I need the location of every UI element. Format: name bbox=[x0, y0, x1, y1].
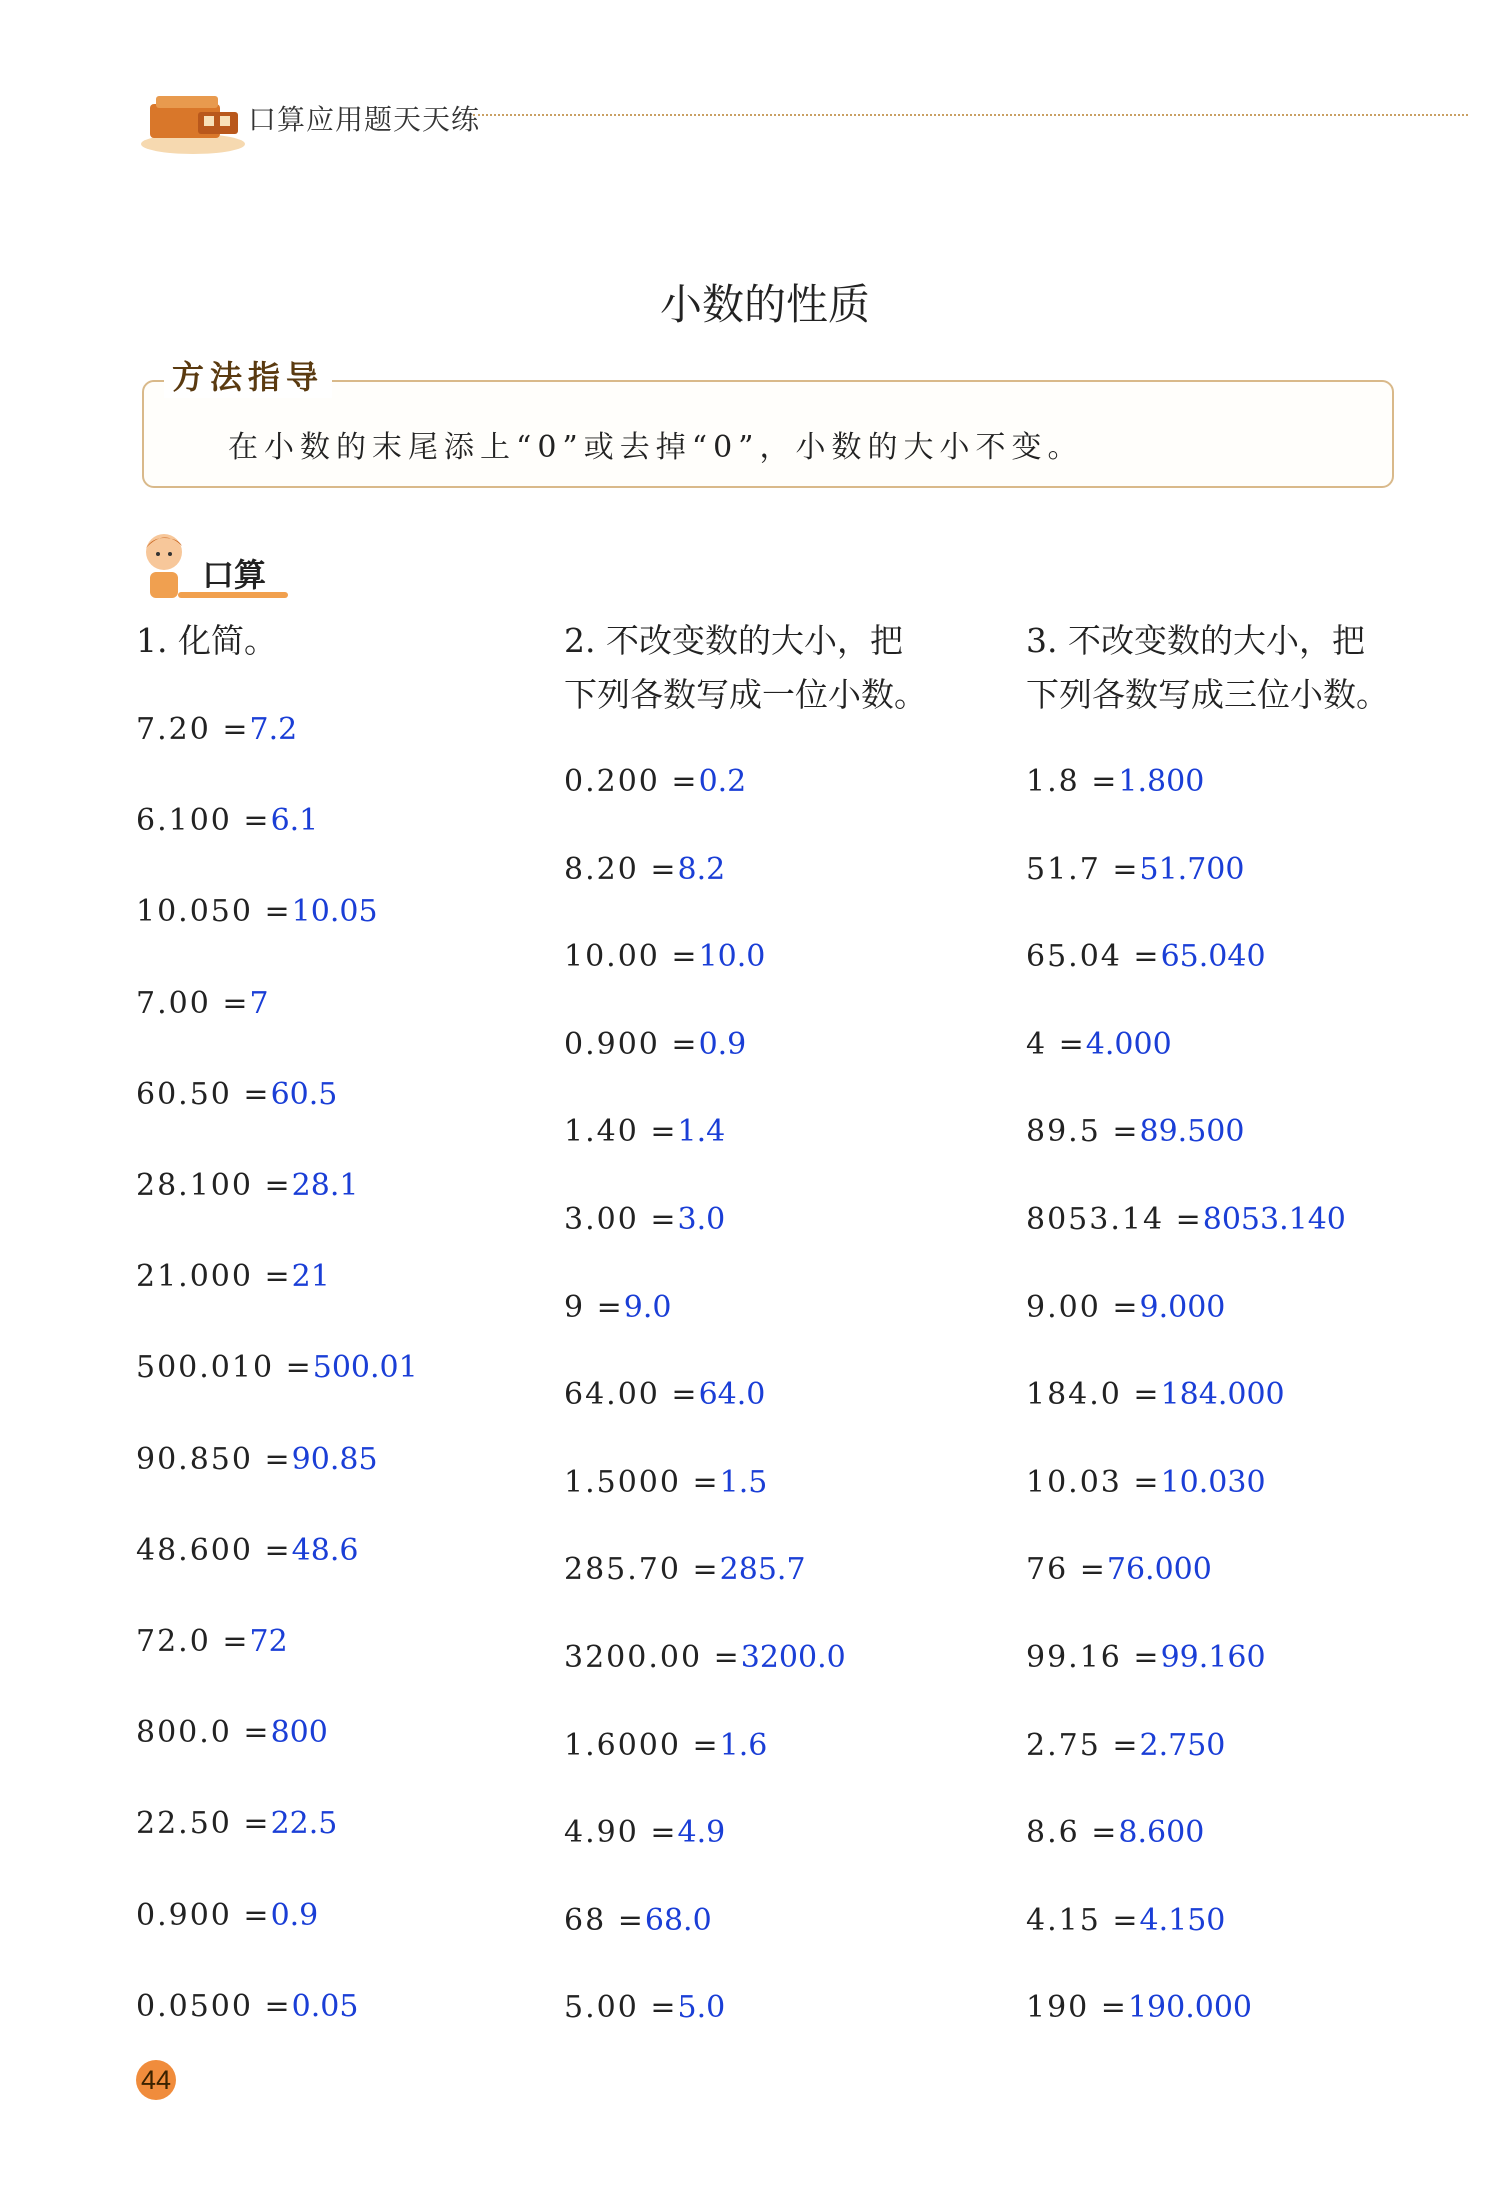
equation-question: 3200.00 = bbox=[564, 1640, 741, 1675]
equation-row bbox=[564, 764, 746, 799]
equation-answer: 4.150 bbox=[1139, 1902, 1226, 1938]
equation-row bbox=[136, 1442, 378, 1477]
header-divider bbox=[473, 114, 1468, 116]
equation-answer: 7.2 bbox=[249, 712, 298, 747]
equation-row bbox=[564, 852, 725, 887]
equation-question: 6.100 = bbox=[136, 803, 271, 839]
equation-answer: 8053.140 bbox=[1202, 1202, 1346, 1237]
equation-question: 184.0 = bbox=[1026, 1377, 1161, 1413]
equation-row bbox=[564, 1728, 767, 1763]
equation-question: 7.00 = bbox=[136, 985, 250, 1021]
equation-answer: 1.800 bbox=[1118, 764, 1205, 799]
equation-answer: 0.2 bbox=[698, 764, 747, 799]
equation-answer: 90.85 bbox=[291, 1441, 378, 1477]
col3-heading-line2: 下列各数写成三位小数。 bbox=[1026, 675, 1389, 714]
equation-question: 9.00 = bbox=[1026, 1289, 1140, 1325]
equation-row bbox=[564, 1377, 765, 1412]
equation-row bbox=[564, 1114, 725, 1149]
equation-question: 68 = bbox=[564, 1902, 645, 1938]
equation-question: 60.50 = bbox=[136, 1076, 271, 1112]
equation-answer: 60.5 bbox=[270, 1076, 338, 1112]
col1-heading bbox=[136, 614, 536, 668]
equation-question: 500.010 = bbox=[136, 1350, 313, 1386]
equation-row bbox=[136, 1259, 330, 1294]
equation-answer: 9.000 bbox=[1139, 1289, 1226, 1325]
equation-row bbox=[564, 1640, 846, 1675]
equation-question: 64.00 = bbox=[564, 1377, 699, 1413]
equation-row bbox=[136, 1806, 337, 1841]
equation-answer: 0.05 bbox=[291, 1988, 359, 2024]
col2-heading-line1: 2. 不改变数的大小，把 bbox=[564, 621, 903, 660]
equation-row bbox=[564, 1290, 671, 1325]
equation-question: 2.75 = bbox=[1026, 1727, 1140, 1763]
equation-question: 0.0500 = bbox=[136, 1988, 292, 2024]
equation-question: 76 = bbox=[1026, 1552, 1107, 1588]
equation-row bbox=[1026, 1903, 1225, 1938]
equation-row bbox=[136, 1077, 337, 1112]
equation-question: 28.100 = bbox=[136, 1168, 292, 1203]
equation-answer: 8.600 bbox=[1118, 1815, 1205, 1851]
equation-question: 0.900 = bbox=[136, 1897, 271, 1933]
equation-answer: 10.0 bbox=[698, 939, 766, 975]
equation-row bbox=[564, 1990, 725, 2025]
equation-answer: 64.0 bbox=[698, 1377, 766, 1413]
method-guide-box bbox=[142, 358, 1394, 488]
method-guide-text: 在小数的末尾添上“0”或去掉“0”，小数的大小不变。 bbox=[228, 430, 1084, 465]
equation-question: 65.04 = bbox=[1026, 939, 1161, 975]
equation-question: 1.40 = bbox=[564, 1114, 678, 1150]
equation-question: 0.200 = bbox=[564, 764, 699, 799]
equation-question: 800.0 = bbox=[136, 1715, 271, 1751]
equation-row bbox=[564, 1202, 725, 1237]
equation-question: 3.00 = bbox=[564, 1202, 678, 1237]
equation-answer: 184.000 bbox=[1160, 1377, 1285, 1413]
equation-question: 90.850 = bbox=[136, 1441, 292, 1477]
equation-question: 285.70 = bbox=[564, 1552, 720, 1588]
equation-row bbox=[1026, 939, 1266, 974]
equation-row bbox=[136, 1624, 288, 1659]
equation-row bbox=[1026, 764, 1204, 799]
equation-answer: 5.0 bbox=[677, 1990, 726, 2026]
col1-heading-line1: 1. 化简。 bbox=[136, 621, 277, 660]
equation-question: 10.03 = bbox=[1026, 1464, 1161, 1500]
equation-row bbox=[1026, 1990, 1252, 2025]
series-title: 口算应用题天天练 bbox=[248, 103, 481, 136]
equation-row bbox=[564, 1815, 725, 1850]
equation-answer: 4.9 bbox=[677, 1815, 726, 1851]
equation-row bbox=[1026, 1027, 1172, 1062]
equation-question: 7.20 = bbox=[136, 712, 250, 747]
equation-answer: 2.750 bbox=[1139, 1727, 1226, 1763]
equation-answer: 51.700 bbox=[1139, 851, 1245, 887]
page-title: 小数的性质 bbox=[659, 280, 870, 329]
col2-heading bbox=[564, 614, 964, 722]
col3-heading bbox=[1026, 614, 1426, 722]
equation-row bbox=[136, 1715, 328, 1750]
equation-row bbox=[564, 1903, 712, 1938]
equation-row bbox=[564, 1552, 806, 1587]
equation-question: 51.7 = bbox=[1026, 851, 1140, 887]
equation-row bbox=[136, 1350, 418, 1385]
equation-row bbox=[136, 803, 318, 838]
equation-row bbox=[1026, 1202, 1346, 1237]
equation-question: 99.16 = bbox=[1026, 1640, 1161, 1675]
equation-question: 5.00 = bbox=[564, 1990, 678, 2026]
equation-row bbox=[564, 1465, 767, 1500]
equation-answer: 1.5 bbox=[719, 1464, 768, 1500]
equation-answer: 6.1 bbox=[270, 803, 319, 839]
equation-question: 72.0 = bbox=[136, 1624, 250, 1659]
equation-answer: 28.1 bbox=[291, 1168, 359, 1203]
equation-row bbox=[136, 1168, 358, 1203]
equation-question: 1.6000 = bbox=[564, 1727, 720, 1763]
equation-answer: 0.9 bbox=[270, 1897, 319, 1933]
method-guide-label: 方法指导 bbox=[164, 352, 332, 398]
page-number: 44 bbox=[136, 2060, 176, 2100]
equation-answer: 1.4 bbox=[677, 1114, 726, 1150]
equation-answer: 72 bbox=[249, 1624, 288, 1659]
equation-answer: 0.9 bbox=[698, 1026, 747, 1062]
equation-question: 21.000 = bbox=[136, 1259, 292, 1295]
equation-question: 48.600 = bbox=[136, 1532, 292, 1568]
equation-answer: 10.030 bbox=[1160, 1464, 1266, 1500]
equation-row bbox=[1026, 1815, 1204, 1850]
book-stack-logo-icon bbox=[138, 82, 248, 160]
equation-row bbox=[1026, 1552, 1212, 1587]
equation-answer: 1.6 bbox=[719, 1727, 768, 1763]
equation-question: 8053.14 = bbox=[1026, 1202, 1203, 1237]
equation-answer: 68.0 bbox=[644, 1902, 712, 1938]
equation-answer: 48.6 bbox=[291, 1532, 359, 1568]
equation-row bbox=[136, 1898, 318, 1933]
equation-row bbox=[1026, 1290, 1225, 1325]
equation-row bbox=[1026, 1728, 1225, 1763]
equation-question: 9 = bbox=[564, 1289, 624, 1325]
equation-answer: 10.05 bbox=[291, 894, 378, 930]
equation-answer: 21 bbox=[291, 1259, 330, 1295]
equation-answer: 76.000 bbox=[1106, 1552, 1212, 1588]
equation-question: 89.5 = bbox=[1026, 1114, 1140, 1150]
equation-row bbox=[136, 986, 269, 1021]
equation-answer: 9.0 bbox=[623, 1289, 672, 1325]
equation-answer: 8.2 bbox=[677, 851, 726, 887]
equation-question: 190 = bbox=[1026, 1990, 1128, 2026]
equation-answer: 285.7 bbox=[719, 1552, 806, 1588]
equation-row bbox=[1026, 852, 1244, 887]
equation-question: 4.15 = bbox=[1026, 1902, 1140, 1938]
section-label: 口算 bbox=[202, 556, 267, 594]
equation-row bbox=[1026, 1640, 1266, 1675]
equation-question: 10.00 = bbox=[564, 939, 699, 975]
equation-answer: 800 bbox=[270, 1715, 328, 1751]
equation-row bbox=[564, 939, 765, 974]
equation-answer: 99.160 bbox=[1160, 1640, 1266, 1675]
equation-row bbox=[1026, 1377, 1285, 1412]
equation-question: 1.5000 = bbox=[564, 1464, 720, 1500]
equation-answer: 65.040 bbox=[1160, 939, 1266, 975]
col3-heading-line1: 3. 不改变数的大小，把 bbox=[1026, 621, 1365, 660]
equation-answer: 4.000 bbox=[1085, 1026, 1172, 1062]
equation-answer: 500.01 bbox=[312, 1350, 418, 1386]
equation-answer: 3.0 bbox=[677, 1202, 726, 1237]
child-mascot-icon bbox=[138, 528, 198, 602]
equation-question: 8.20 = bbox=[564, 851, 678, 887]
equation-answer: 7 bbox=[249, 985, 269, 1021]
equation-row bbox=[136, 1989, 358, 2024]
section-header bbox=[138, 528, 288, 602]
equation-row bbox=[136, 1533, 358, 1568]
equation-answer: 190.000 bbox=[1127, 1990, 1252, 2026]
equation-question: 0.900 = bbox=[564, 1026, 699, 1062]
equation-answer: 89.500 bbox=[1139, 1114, 1245, 1150]
equation-question: 10.050 = bbox=[136, 894, 292, 930]
equation-row bbox=[1026, 1114, 1244, 1149]
equation-answer: 3200.0 bbox=[740, 1640, 846, 1675]
equation-row bbox=[136, 894, 378, 929]
page-header bbox=[138, 82, 1468, 162]
equation-row bbox=[564, 1027, 746, 1062]
equation-question: 8.6 = bbox=[1026, 1815, 1119, 1851]
col2-heading-line2: 下列各数写成一位小数。 bbox=[564, 675, 927, 714]
equation-question: 4.90 = bbox=[564, 1815, 678, 1851]
equation-question: 1.8 = bbox=[1026, 764, 1119, 799]
equation-answer: 22.5 bbox=[270, 1806, 338, 1842]
equation-question: 22.50 = bbox=[136, 1806, 271, 1842]
equation-question: 4 = bbox=[1026, 1026, 1086, 1062]
equation-row bbox=[136, 712, 297, 747]
equation-row bbox=[1026, 1465, 1266, 1500]
